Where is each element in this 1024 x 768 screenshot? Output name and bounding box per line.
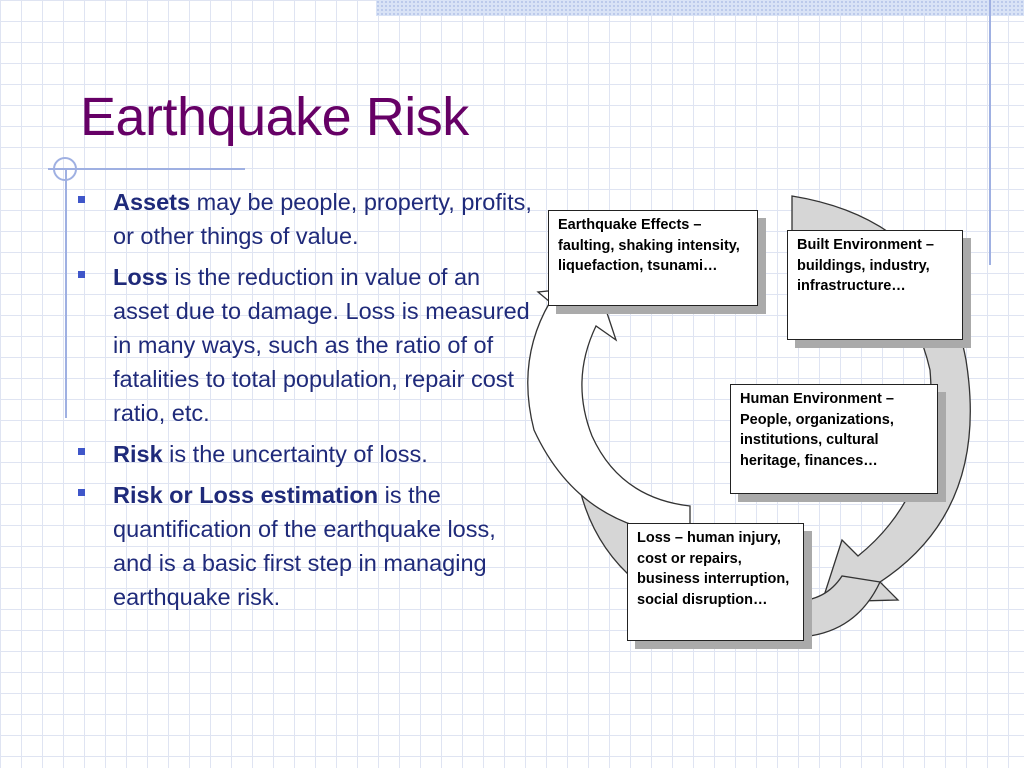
risk-cycle-diagram <box>520 190 990 660</box>
box-loss <box>627 523 804 641</box>
bullet-list <box>72 185 532 621</box>
square-bullet-icon <box>78 271 85 278</box>
left-decor-line <box>65 168 67 418</box>
bullet-estimation <box>72 478 532 614</box>
bullet-term: Assets <box>113 189 191 215</box>
bullet-text: is the uncertainty of loss. <box>162 441 428 467</box>
box-built-environment-text: Built Environment – buildings, industry, infrastructure… <box>797 237 934 294</box>
box-earthquake-effects <box>548 210 758 306</box>
bullet-assets <box>72 185 532 253</box>
square-bullet-icon <box>78 489 85 496</box>
top-decor-band <box>376 0 1024 16</box>
box-built-environment <box>787 230 963 340</box>
box-loss-text: Loss – human injury, cost or repairs, business interruption, social disruption… <box>637 530 790 608</box>
crosshair-ornament <box>53 157 77 181</box>
square-bullet-icon <box>78 196 85 203</box>
bullet-text: may be people, property, profits, or other things of value. <box>113 189 532 249</box>
bullet-term: Loss <box>113 264 168 290</box>
box-earthquake-effects-text: Earthquake Effects – faulting, shaking intensity, liquefaction, tsunami… <box>558 217 740 274</box>
bullet-term: Risk <box>113 441 163 467</box>
slide-title: Earthquake Risk <box>80 87 469 147</box>
bullet-term: Risk or Loss estimation <box>113 482 379 508</box>
cycle-arrow-left <box>528 286 690 536</box>
box-human-environment-text: Human Environment – People, organizations, institutions, cultural heritage, finances… <box>740 391 894 469</box>
box-human-environment <box>730 384 938 494</box>
bullet-loss <box>72 260 532 430</box>
bullet-risk <box>72 437 532 471</box>
bullet-text: is the reduction in value of an asset due to damage. Loss is measured in many ways, such as the ratio of of fatalities to total population, repair cost ratio, etc. <box>113 264 530 426</box>
title-underline <box>48 168 245 170</box>
square-bullet-icon <box>78 448 85 455</box>
bullet-text: is the quantification of the earthquake loss, and is a basic first step in managing earthquake risk. <box>113 482 496 610</box>
